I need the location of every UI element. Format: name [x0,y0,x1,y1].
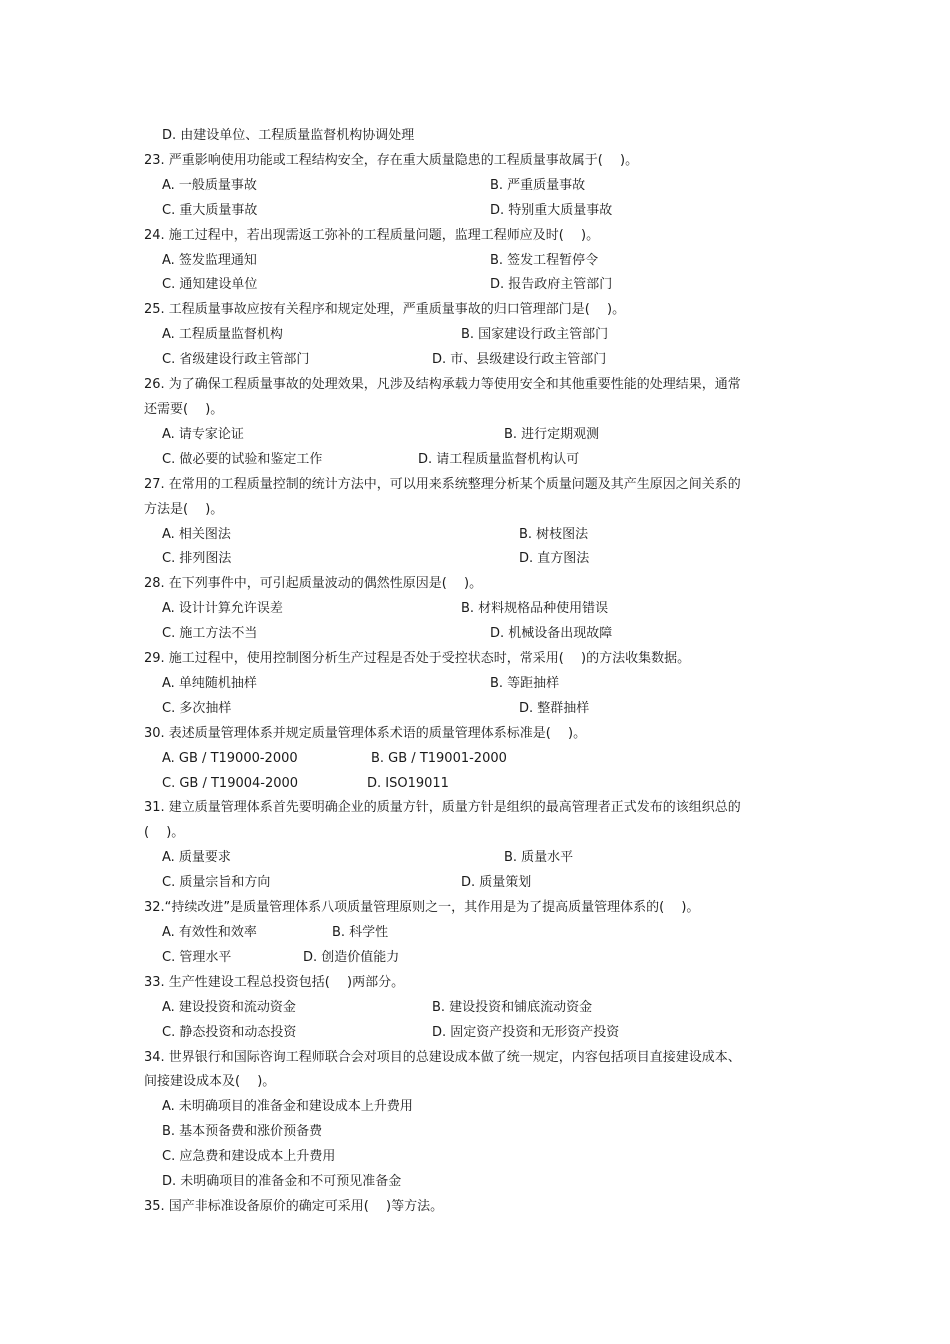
question-text: 30. 表述质量管理体系并规定质量管理体系术语的质量管理体系标准是( )。 [144,725,587,741]
option-row [144,1021,808,1046]
question-text: 31. 建立质量管理体系首先要明确企业的质量方针，质量方针是组织的最高管理者正式发布的该组织总的 [144,800,741,816]
option-text: D. 报告政府主管部门 [490,277,613,293]
question-text: 25. 工程质量事故应按有关程序和规定处理，严重质量事故的归口管理部门是( )。 [144,302,626,318]
option-text: A. 建设投资和流动资金 [162,999,296,1015]
option-text: D. 直方图法 [519,551,590,567]
option-text: C. 通知建设单位 [162,277,258,293]
option-row [144,996,808,1021]
option-text: D. 质量策划 [461,875,532,891]
option-row [144,323,808,348]
question-text: 34. 世界银行和国际咨询工程师联合会对项目的总建设成本做了统一规定，内容包括项目直接建设成本、 [144,1049,741,1065]
question-text: 间接建设成本及( )。 [144,1074,276,1090]
option-row [144,772,808,797]
option-text: D. 市、县级建设行政主管部门 [432,352,607,368]
option-text: B. 国家建设行政主管部门 [461,327,609,343]
option-text: B. 树枝图法 [519,526,589,542]
option-text: B. 科学性 [332,925,389,940]
option-text: A. 质量要求 [162,850,231,866]
option-text: C. 做必要的试验和鉴定工作 [162,451,323,467]
option-text: B. GB / T19001-2000 [371,750,507,766]
option-text: B. 质量水平 [504,850,574,866]
question-text: 27. 在常用的工程质量控制的统计方法中，可以用来系统整理分析某个质量问题及其产生原因之间关系的 [144,476,741,492]
option-row [144,921,808,946]
option-text: B. 基本预备费和涨价预备费 [162,1124,323,1140]
question-text: ( )。 [144,825,185,841]
question-text: 33. 生产性建设工程总投资包括( )两部分。 [144,974,405,990]
option-text: A. 请专家论证 [162,426,244,442]
option-row [144,946,808,971]
question-text: 23. 严重影响使用功能或工程结构安全，存在重大质量隐患的工程质量事故属于( )。 [144,152,639,168]
option-text: C. 多次抽样 [162,700,232,716]
option-text: B. 签发工程暂停令 [490,252,599,268]
option-row [144,348,808,373]
option-row [144,174,808,199]
option-text: D. 机械设备出现故障 [490,626,613,642]
option-text: A. 签发监理通知 [162,252,257,268]
option-row [144,273,808,298]
option-row [144,448,808,473]
option-row [144,597,808,622]
option-text: B. 等距抽样 [490,675,560,691]
option-row [144,199,808,224]
option-text: A. 单纯随机抽样 [162,675,257,691]
option-text: D. 整群抽样 [519,700,590,716]
option-text: D. ISO19011 [367,775,449,791]
option-text: C. 排列图法 [162,551,232,567]
option-text: C. 质量宗旨和方向 [162,875,271,891]
question-text: 32.“持续改进”是质量管理体系八项质量管理原则之一，其作用是为了提高质量管理体系的( )。 [144,900,700,916]
option-text: D. 创造价值能力 [303,949,400,965]
question-text: 还需要( )。 [144,401,224,417]
question-text: 24. 施工过程中，若出现需返工弥补的工程质量问题，监理工程师应及时( )。 [144,227,600,243]
option-row [144,672,808,697]
option-text: C. 施工方法不当 [162,626,258,642]
option-text: D. 未明确项目的准备金和不可预见准备金 [162,1174,402,1190]
option-text: C. 管理水平 [162,949,232,965]
option-row [144,697,808,722]
question-text: 28. 在下列事件中，可引起质量波动的偶然性原因是( )。 [144,576,483,592]
option-text: C. 静态投资和动态投资 [162,1024,297,1040]
option-row [144,249,808,274]
option-text: C. 省级建设行政主管部门 [162,352,310,368]
option-text: D. 由建设单位、工程质量监督机构协调处理 [162,128,415,143]
option-text: C. 重大质量事故 [162,202,258,218]
option-text: A. 设计计算允许误差 [162,601,283,617]
option-row [144,747,808,772]
option-text: D. 特别重大质量事故 [490,202,613,218]
option-row [144,547,808,572]
option-text: C. 应急费和建设成本上升费用 [162,1149,336,1165]
exam-questions [144,124,808,1220]
option-text: A. GB / T19000-2000 [162,750,298,766]
option-text: D. 请工程质量监督机构认可 [418,451,580,467]
question-text: 方法是( )。 [144,501,224,517]
question-text: 26. 为了确保工程质量事故的处理效果，凡涉及结构承载力等使用安全和其他重要性能的处理结果，通常 [144,377,741,393]
option-text: B. 严重质量事故 [490,177,586,193]
option-text: C. GB / T19004-2000 [162,775,299,791]
option-row [144,846,808,871]
option-text: A. 一般质量事故 [162,177,257,193]
option-row [144,523,808,548]
option-row [144,871,808,896]
option-text: A. 未明确项目的准备金和建设成本上升费用 [162,1099,413,1115]
option-text: A. 有效性和效率 [162,925,257,940]
option-row [144,423,808,448]
option-text: B. 进行定期观测 [504,426,600,442]
question-text: 29. 施工过程中，使用控制图分析生产过程是否处于受控状态时，常采用( )的方法收集数据。 [144,651,691,667]
option-text: D. 固定资产投资和无形资产投资 [432,1024,620,1040]
option-text: B. 材料规格品种使用错误 [461,601,609,617]
option-text: A. 工程质量监督机构 [162,327,283,343]
question-text: 35. 国产非标准设备原价的确定可采用( )等方法。 [144,1198,444,1214]
option-row [144,622,808,647]
option-text: B. 建设投资和铺底流动资金 [432,999,593,1015]
option-text: A. 相关图法 [162,526,231,542]
